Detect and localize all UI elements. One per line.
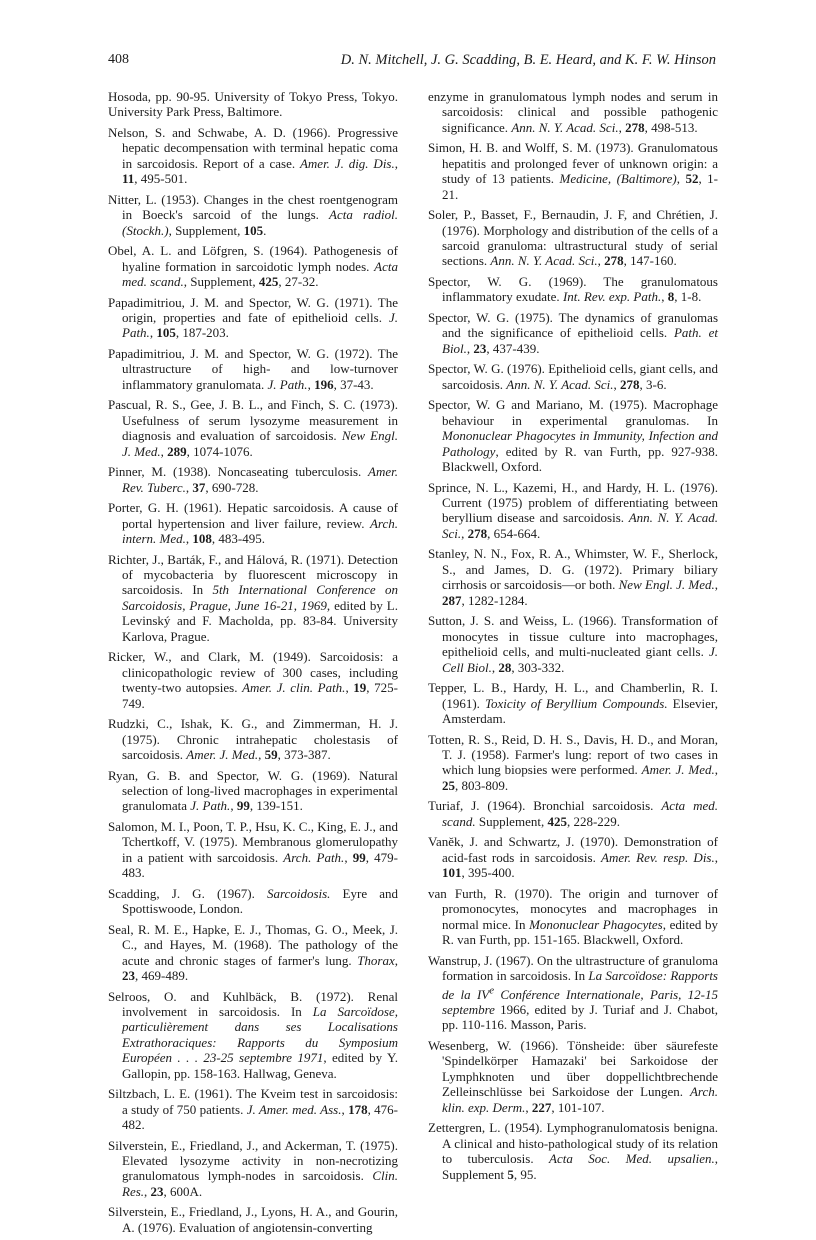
reference-entry: Turiaf, J. (1964). Bronchial sarcoidosis. Acta med. scand. Supplement, 425, 228-229. bbox=[428, 798, 719, 829]
reference-entry: Richter, J., Barták, F., and Hálová, R. (1971). Detection of mycobacteria by fluorescent microscopy in sarcoidosis. In 5th International Conference on Sarcoidosis, Prague, June 16-21, 1969, edited by L. Levinský and F. Macholda, pp. 83-84. University Karlova, Prague. bbox=[108, 551, 398, 644]
reference-entry: Silverstein, E., Friedland, J., and Ackerman, T. (1975). Elevated lysozyme activity in non-necrotizing granulomatous lymph-nodes in sarcoidosis. Clin. Res., 23, 600A. bbox=[108, 1137, 398, 1199]
reference-entry: Papadimitriou, J. M. and Spector, W. G. (1972). The ultrastructure of high- and low-turnover inflammatory granulomata. J. Path., 196, 37-43. bbox=[108, 346, 398, 392]
page-header bbox=[108, 52, 716, 72]
reference-entry: Stanley, N. N., Fox, R. A., Whimster, W. F., Sherlock, S., and James, D. G. (1972). Primary biliary cirrhosis or sarcoidosis—or both. New Engl. J. Med., 287, 1282-1284. bbox=[428, 546, 718, 608]
reference-entry: Hosoda, pp. 90-95. University of Tokyo Press, Tokyo. University Park Press, Baltimore. bbox=[108, 89, 398, 120]
reference-entry: Wanstrup, J. (1967). On the ultrastructure of granuloma formation in sarcoidosis. In La Sarcoïdose: Rapports de la IVe Conférence Internationale, Paris, 12-15 septembre 1966, edited by J. Turiaf and J. Chabot, pp. 110-116. Masson, Paris. bbox=[428, 952, 718, 1033]
reference-entry: Spector, W. G and Mariano, M. (1975). Macrophage behaviour in experimental granulomas. In Mononuclear Phagocytes in Immunity, Infection and Pathology, edited by R. van Furth, pp. 927-938. Blackwell, Oxford. bbox=[428, 397, 718, 475]
reference-entry: Selroos, O. and Kuhlbäck, B. (1972). Renal involvement in sarcoidosis. In La Sarcoïdose, particulièrement dans ses Localisations Extrathoraciques: Rapports du Symposium Européen . . . 23-25 septembre 1971, edited by Y. Gallopin, pp. 158-163. Hallwag, Geneva. bbox=[108, 988, 398, 1081]
reference-entry: Vaněk, J. and Schwartz, J. (1970). Demonstration of acid-fast rods in sarcoidosis. Amer. Rev. resp. Dis., 101, 395-400. bbox=[428, 834, 718, 881]
reference-entry: Soler, P., Basset, F., Bernaudin, J. F, and Chrétien, J. (1976). Morphology and distribution of the cells of a sarcoid granuloma: ultrastructural study of serial sections. Ann. N. Y. Acad. Sci., 278, 147-160. bbox=[428, 207, 718, 269]
reference-entry: Tepper, L. B., Hardy, H. L., and Chamberlin, R. I. (1961). Toxicity of Beryllium Compounds. Elsevier, Amsterdam. bbox=[428, 680, 718, 726]
reference-entry: Siltzbach, L. E. (1961). The Kveim test in sarcoidosis: a study of 750 patients. J. Amer. med. Ass., 178, 476-482. bbox=[108, 1086, 398, 1132]
reference-entry: Scadding, J. G. (1967). Sarcoidosis. Eyre and Spottiswoode, London. bbox=[108, 885, 398, 917]
page-number: 408 bbox=[108, 52, 129, 67]
reference-entry: Simon, H. B. and Wolff, S. M. (1973). Granulomatous hepatitis and prolonged fever of unknown origin: a study of 13 patients. Medicine, (Baltimore), 52, 1-21. bbox=[428, 140, 718, 202]
reference-entry: Ryan, G. B. and Spector, W. G. (1969). Natural selection of long-lived macrophages in experimental granulomata J. Path., 99, 139-151. bbox=[108, 767, 398, 814]
reference-entry: Obel, A. L. and Löfgren, S. (1964). Pathogenesis of hyaline formation in sarcoidotic lymph nodes. Acta med. scand., Supplement, 425, 27-32. bbox=[108, 243, 398, 290]
reference-entry: van Furth, R. (1970). The origin and turnover of promonocytes, monocytes and macrophages in normal mice. In Mononuclear Phagocytes, edited by R. van Furth, pp. 151-165. Blackwell, Oxford. bbox=[428, 885, 718, 947]
reference-entry: Nelson, S. and Schwabe, A. D. (1966). Progressive hepatic decompensation with terminal hepatic coma in sarcoidosis. Report of a case. Amer. J. dig. Dis., 11, 495-501. bbox=[108, 125, 398, 187]
references-left-column bbox=[108, 89, 398, 1240]
reference-entry: Salomon, M. I., Poon, T. P., Hsu, K. C., King, E. J., and Tchertkoff, V. (1975). Membranous glomerulopathy in a patient with sarcoidosis. Arch. Path., 99, 479-483. bbox=[108, 818, 399, 881]
reference-entry: Papadimitriou, J. M. and Spector, W. G. (1971). The origin, properties and fate of epithelioid cells. J. Path., 105, 187-203. bbox=[108, 294, 398, 341]
reference-entry: Spector, W. G. (1969). The granulomatous inflammatory exudate. Int. Rev. exp. Path., 8, 1-8. bbox=[428, 274, 718, 305]
reference-entry: Totten, R. S., Reid, D. H. S., Davis, H. D., and Moran, T. J. (1958). Farmer's lung: report of two cases in which lung biopsies were performed. Amer. J. Med., 25, 803-809. bbox=[428, 731, 719, 793]
reference-entry: Spector, W. G. (1975). The dynamics of granulomas and the significance of epithelioid cells. Path. et Biol., 23, 437-439. bbox=[428, 310, 718, 356]
reference-entry: Nitter, L. (1953). Changes in the chest roentgenogram in Boeck's sarcoid of the lungs. Acta radiol. (Stockh.), Supplement, 105. bbox=[108, 191, 398, 238]
references-right-column bbox=[428, 89, 718, 1187]
reference-entry: Sprince, N. L., Kazemi, H., and Hardy, H. L. (1976). Current (1975) problem of differentiating between beryllium disease and sarcoidosis. Ann. N. Y. Acad. Sci., 278, 654-664. bbox=[428, 479, 718, 541]
reference-entry: Spector, W. G. (1976). Epithelioid cells, giant cells, and sarcoidosis. Ann. N. Y. Acad. Sci., 278, 3-6. bbox=[428, 361, 718, 392]
running-head-authors: D. N. Mitchell, J. G. Scadding, B. E. Heard, and K. F. W. Hinson bbox=[340, 52, 716, 68]
reference-entry: Ricker, W., and Clark, M. (1949). Sarcoidosis: a clinicopathologic review of 300 cases, including twenty-two autopsies. Amer. J. clin. Path., 19, 725-749. bbox=[108, 649, 398, 711]
reference-entry: Pinner, M. (1938). Noncaseating tuberculosis. Amer. Rev. Tuberc., 37, 690-728. bbox=[108, 464, 398, 495]
reference-entry: Silverstein, E., Friedland, J., Lyons, H. A., and Gourin, A. (1976). Evaluation of angiotensin-converting bbox=[108, 1204, 398, 1235]
reference-entry: Pascual, R. S., Gee, J. B. L., and Finch, S. C. (1973). Usefulness of serum lysozyme measurement in diagnosis and evaluation of sarcoidosis. New Engl. J. Med., 289, 1074-1076. bbox=[108, 397, 398, 459]
reference-entry: Seal, R. M. E., Hapke, E. J., Thomas, G. O., Meek, J. C., and Hayes, M. (1968). The pathology of the acute and chronic stages of farmer's lung. Thorax, 23, 469-489. bbox=[108, 921, 398, 983]
reference-entry: Wesenberg, W. (1966). Tönsheide: über säurefeste 'Spindelkörper Hamazaki' bei Sarkoidose der Lymphknoten und über doppellichtbrechende Zelleinschlüsse bei Sarkoidose der Lungen. Arch. klin. exp. Derm., 227, 101-107. bbox=[428, 1038, 718, 1115]
reference-entry: Porter, G. H. (1961). Hepatic sarcoidosis. A cause of portal hypertension and liver failure, review. Arch. intern. Med., 108, 483-495. bbox=[108, 500, 398, 547]
reference-entry: Zettergren, L. (1954). Lymphogranulomatosis benigna. A clinical and histo-pathological study of its relation to tuberculosis. Acta Soc. Med. upsalien., Supplement 5, 95. bbox=[428, 1120, 718, 1182]
reference-entry: Rudzki, C., Ishak, K. G., and Zimmerman, H. J. (1975). Chronic intrahepatic cholestasis of sarcoidosis. Amer. J. Med., 59, 373-387. bbox=[108, 716, 398, 762]
reference-entry: Sutton, J. S. and Weiss, L. (1966). Transformation of monocytes in tissue culture into macrophages, epithelioid cells, and multi-nucleated giant cells. J. Cell Biol., 28, 303-332. bbox=[428, 613, 718, 675]
reference-entry: enzyme in granulomatous lymph nodes and serum in sarcoidosis: clinical and possible pathogenic significance. Ann. N. Y. Acad. Sci., 278, 498-513. bbox=[428, 89, 718, 135]
